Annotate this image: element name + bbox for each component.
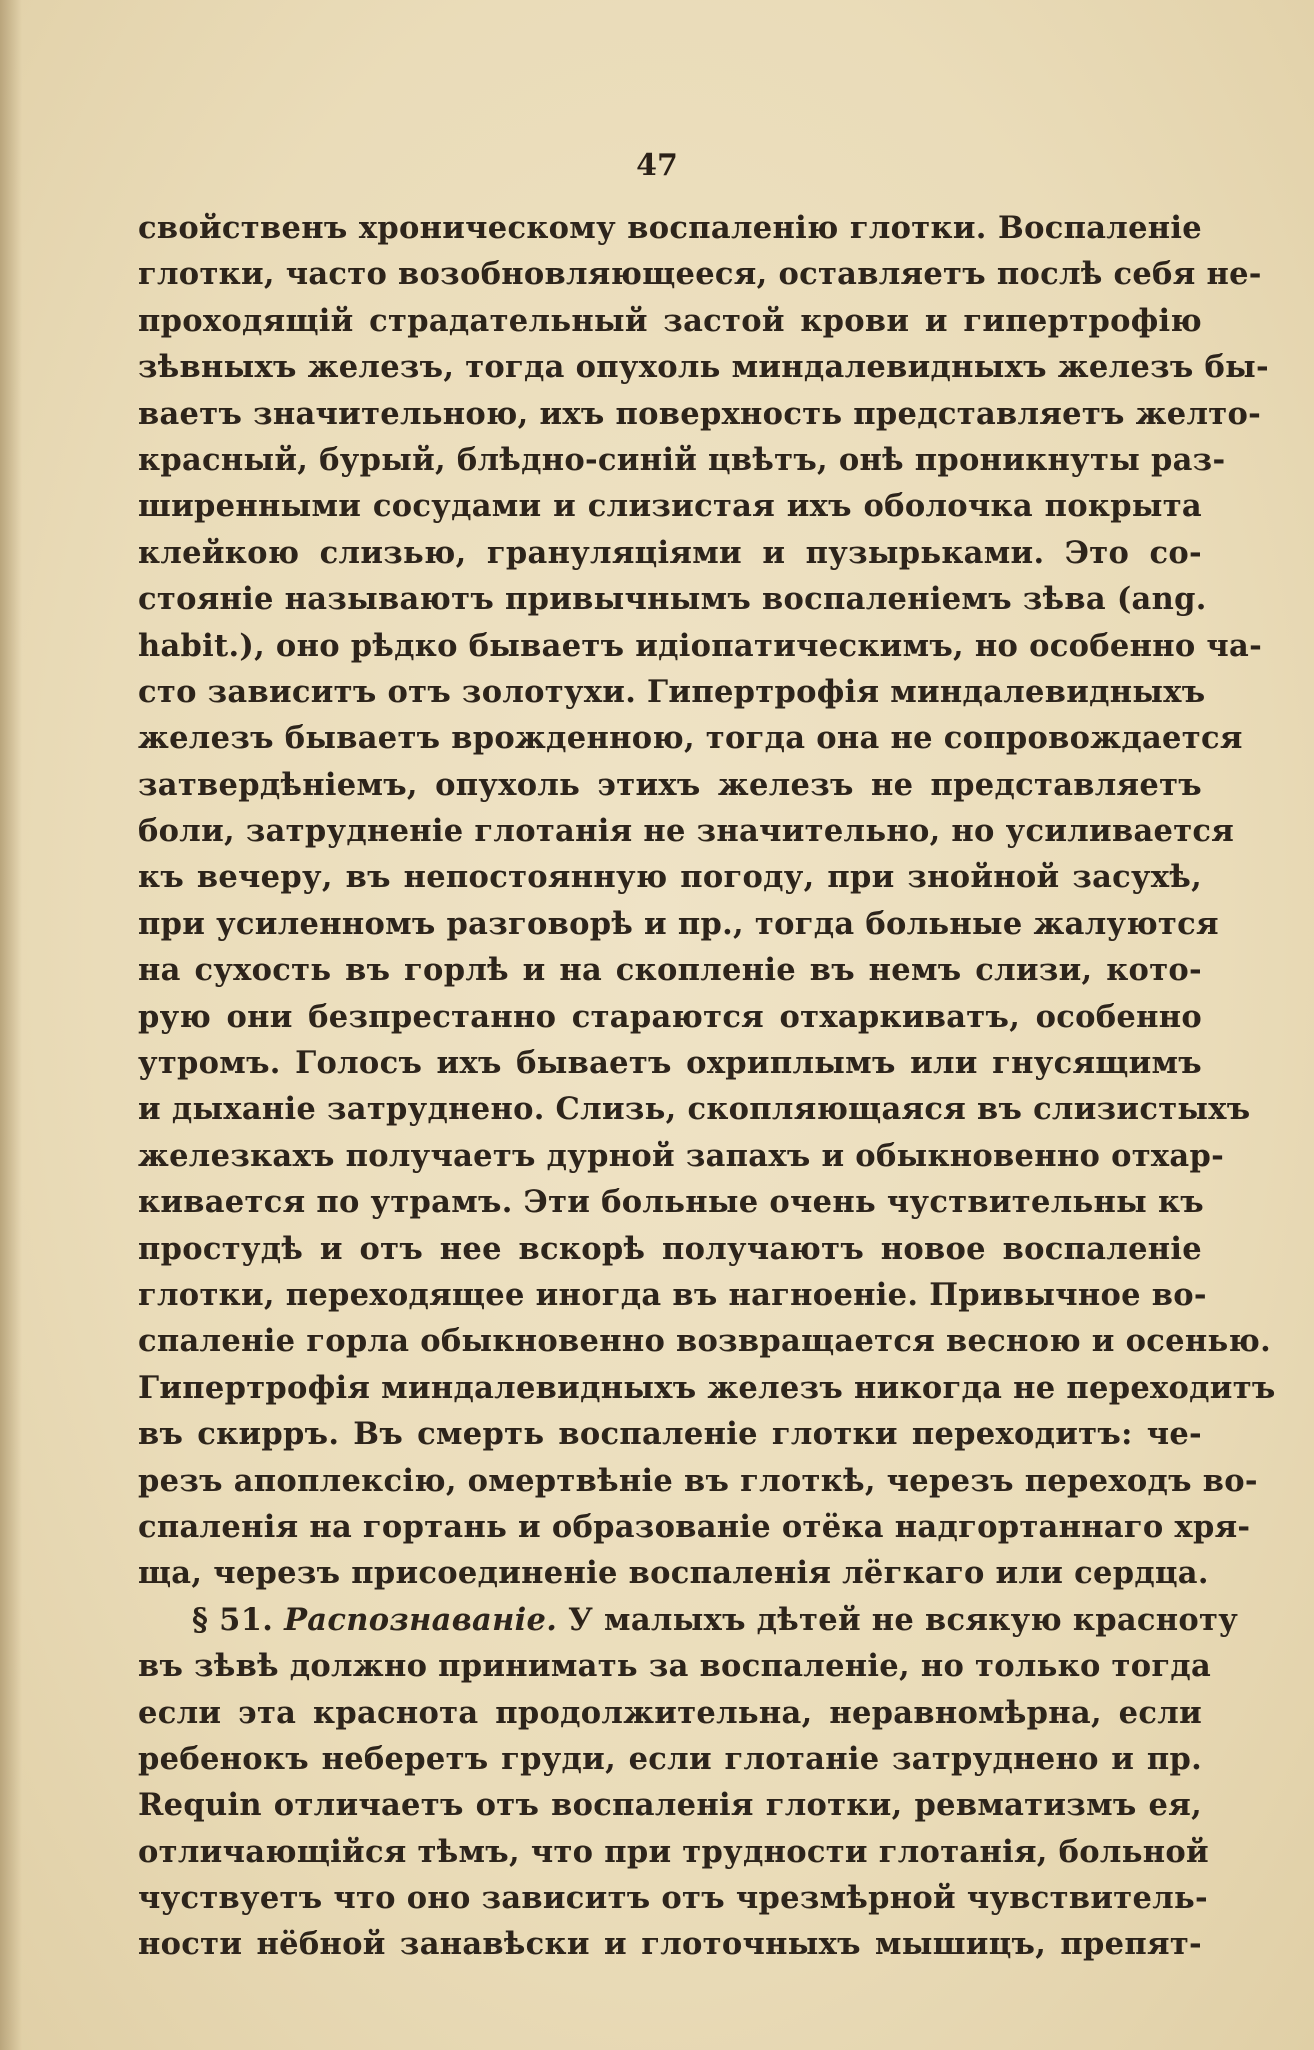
page-gutter-shadow (0, 0, 22, 2050)
text-line: спаленія на гортань и образованіе отёка надгортаннаго хря- (138, 1508, 1251, 1545)
text-line: боли, затрудненіе глотанія не значительно, но усиливается (138, 813, 1235, 850)
text-line: отличающійся тѣмъ, что при трудности глотанія, больной (138, 1833, 1209, 1870)
text-line: зѣвныхъ железъ, тогда опухоль миндалевидныхъ железъ бы- (138, 349, 1269, 386)
text-line: чуствуетъ что оно зависитъ отъ чрезмѣрной чувствитель- (138, 1880, 1208, 1917)
text-line: глотки, переходящее иногда въ нагноеніе. Привычное во- (138, 1276, 1207, 1313)
text-line: на сухость въ горлѣ и на скопленіе въ немъ слизи, кото- (138, 952, 1202, 989)
text-line: въ скирръ. Въ смерть воспаленіе глотки переходитъ: че- (138, 1416, 1202, 1453)
text-line: и дыханіе затруднено. Слизь, скопляющаяся въ слизистыхъ (138, 1091, 1251, 1128)
text-line: ности нёбной занавѣски и глоточныхъ мышицъ, препят- (138, 1926, 1202, 1963)
text-line: при усиленномъ разговорѣ и пр., тогда больные жалуются (138, 905, 1219, 942)
text-line: если эта краснота продолжительна, неравномѣрна, если (138, 1694, 1202, 1731)
text-line: кивается по утрамъ. Эти больные очень чуствительны къ (138, 1184, 1204, 1221)
text-line: habit.), оно рѣдко бываетъ идіопатическимъ, но особенно ча- (138, 627, 1263, 664)
text-line: утромъ. Голосъ ихъ бываетъ охриплымъ или гнусящимъ (138, 1045, 1202, 1082)
text-line: затвердѣніемъ, опухоль этихъ железъ не представляетъ (138, 766, 1202, 803)
text-line: рую они безпрестанно стараются отхаркиватъ, особенно (138, 998, 1202, 1035)
text-line: железъ бываетъ врожденною, тогда она не сопровождается (138, 720, 1243, 757)
text-line: Гипертрофія миндалевидныхъ железъ никогда не переходитъ (138, 1369, 1276, 1406)
text-line: ваетъ значительною, ихъ поверхность представляетъ желто- (138, 395, 1262, 432)
text-line: ширенными сосудами и слизистая ихъ оболочка покрыта (138, 488, 1202, 525)
text-line: ща, черезъ присоединеніе воспаленія лёгкаго или сердца. (138, 1555, 1209, 1592)
section-first-line-text: У малыхъ дѣтей не всякую красноту (568, 1601, 1239, 1638)
text-line: стояніе называютъ привычнымъ воспаленіемъ зѣва (ang. (138, 581, 1207, 618)
text-line: железкахъ получаетъ дурной запахъ и обыкновенно отхар- (138, 1137, 1225, 1174)
text-line: резъ апоплексію, омертвѣніе въ глоткѣ, черезъ переходъ во- (138, 1462, 1258, 1499)
text-line: проходящій страдательный застой крови и гипертрофію (138, 302, 1202, 339)
text-line: простудѣ и отъ нее вскорѣ получаютъ новое воспаленіе (138, 1230, 1202, 1267)
section-number: § 51. (192, 1601, 274, 1638)
page-number: 47 (636, 148, 678, 183)
text-line: ребенокъ неберетъ груди, если глотаніе затруднено и пр. (138, 1740, 1202, 1777)
text-line: спаленіе горла обыкновенно возвращается весною и осенью. (138, 1323, 1271, 1360)
text-line: къ вечеру, въ непостоянную погоду, при знойной засухѣ, (138, 859, 1202, 896)
body-text (138, 205, 1276, 1968)
text-line: Requin отличаетъ отъ воспаленія глотки, ревматизмъ ея, (138, 1787, 1202, 1824)
text-line: красный, бурый, блѣдно-синій цвѣтъ, онѣ проникнуты раз- (138, 441, 1226, 478)
text-line: глотки, часто возобновляющееся, оставляетъ послѣ себя не- (138, 256, 1262, 293)
section-heading-line (138, 1597, 1239, 1643)
text-line: клейкою слизью, грануляціями и пузырьками. Это со- (138, 534, 1202, 571)
text-line: въ зѣвѣ должно принимать за воспаленіе, но только тогда (138, 1648, 1212, 1685)
text-line: сто зависитъ отъ золотухи. Гипертрофія миндалевидныхъ (138, 673, 1206, 710)
section-title: Распознаваніе. (284, 1601, 558, 1638)
text-line: свойственъ хроническому воспаленію глотки. Воспаленіе (138, 210, 1202, 246)
